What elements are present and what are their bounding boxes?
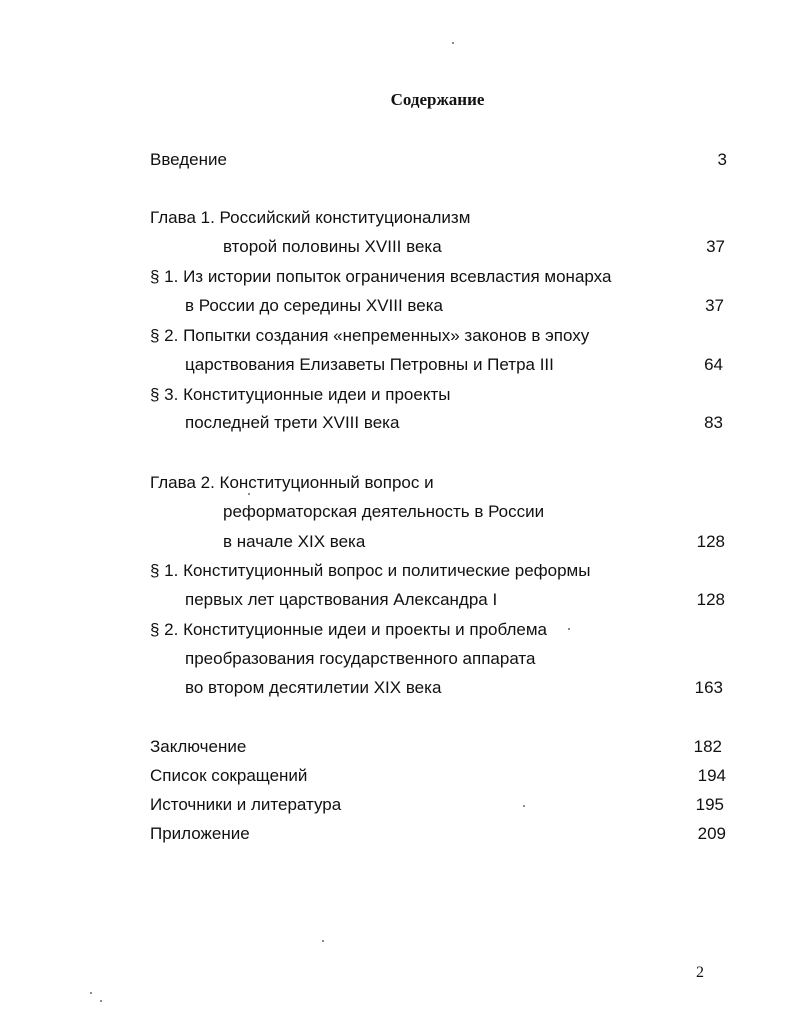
toc-ch2-page: 128 <box>696 532 725 551</box>
toc-ch1-s1-page: 37 <box>705 296 724 315</box>
toc-ch1-s3-line2: последней трети XVIII века <box>185 413 400 432</box>
toc-ch2-s1-line1: § 1. Конституционный вопрос и политические реформы <box>150 561 591 580</box>
toc-intro-page: 3 <box>717 150 727 169</box>
toc-ch1-s3-line1: § 3. Конституционные идеи и проекты <box>150 385 451 404</box>
scan-speck <box>90 992 92 994</box>
page-number: 2 <box>696 964 704 981</box>
toc-conclusion-label: Заключение <box>150 737 247 756</box>
toc-ch2-line2: реформаторская деятельность в России <box>223 502 545 521</box>
toc-ch2-s1-page: 128 <box>696 590 725 609</box>
toc-appendix-label: Приложение <box>150 824 250 843</box>
toc-ch1-s2-page: 64 <box>704 355 723 374</box>
toc-abbrev-page: 194 <box>697 766 726 785</box>
page-title: Содержание <box>390 90 485 109</box>
toc-ch2-s2-line1: § 2. Конституционные идеи и проекты и проблема <box>150 620 548 639</box>
toc-ch1-s3-page: 83 <box>704 413 723 432</box>
scan-speck <box>248 493 250 495</box>
toc-appendix-page: 209 <box>697 824 726 843</box>
toc-ch2-line1: Глава 2. Конституционный вопрос и <box>150 473 434 492</box>
toc-ch2-s2-line2: преобразования государственного аппарата <box>185 649 536 668</box>
scan-speck <box>322 940 324 942</box>
toc-intro-label: Введение <box>150 150 227 169</box>
scan-speck <box>100 1000 102 1002</box>
toc-ch1-s1-line2: в России до середины XVIII века <box>185 296 443 315</box>
toc-abbrev-label: Список сокращений <box>150 766 308 785</box>
toc-ch1-page: 37 <box>706 237 725 256</box>
toc-ch1-s1-line1: § 1. Из истории попыток ограничения всевластия монарха <box>150 267 612 286</box>
toc-ch2-s2-line3: во втором десятилетии XIX века <box>185 678 442 697</box>
toc-ch1-line1: Глава 1. Российский конституционализм <box>150 208 471 227</box>
toc-conclusion-page: 182 <box>693 737 722 756</box>
scan-speck <box>452 42 454 44</box>
scan-speck <box>568 628 570 630</box>
toc-ch1-s2-line1: § 2. Попытки создания «непременных» законов в эпоху <box>150 326 590 345</box>
toc-ch1-line2: второй половины XVIII века <box>223 237 442 256</box>
toc-ch2-s2-page: 163 <box>694 678 723 697</box>
toc-sources-label: Источники и литература <box>150 795 342 814</box>
toc-ch2-line3: в начале XIX века <box>223 532 366 551</box>
scan-speck <box>523 805 525 807</box>
toc-sources-page: 195 <box>695 795 724 814</box>
toc-ch1-s2-line2: царствования Елизаветы Петровны и Петра III <box>185 355 554 374</box>
toc-ch2-s1-line2: первых лет царствования Александра I <box>185 590 498 609</box>
